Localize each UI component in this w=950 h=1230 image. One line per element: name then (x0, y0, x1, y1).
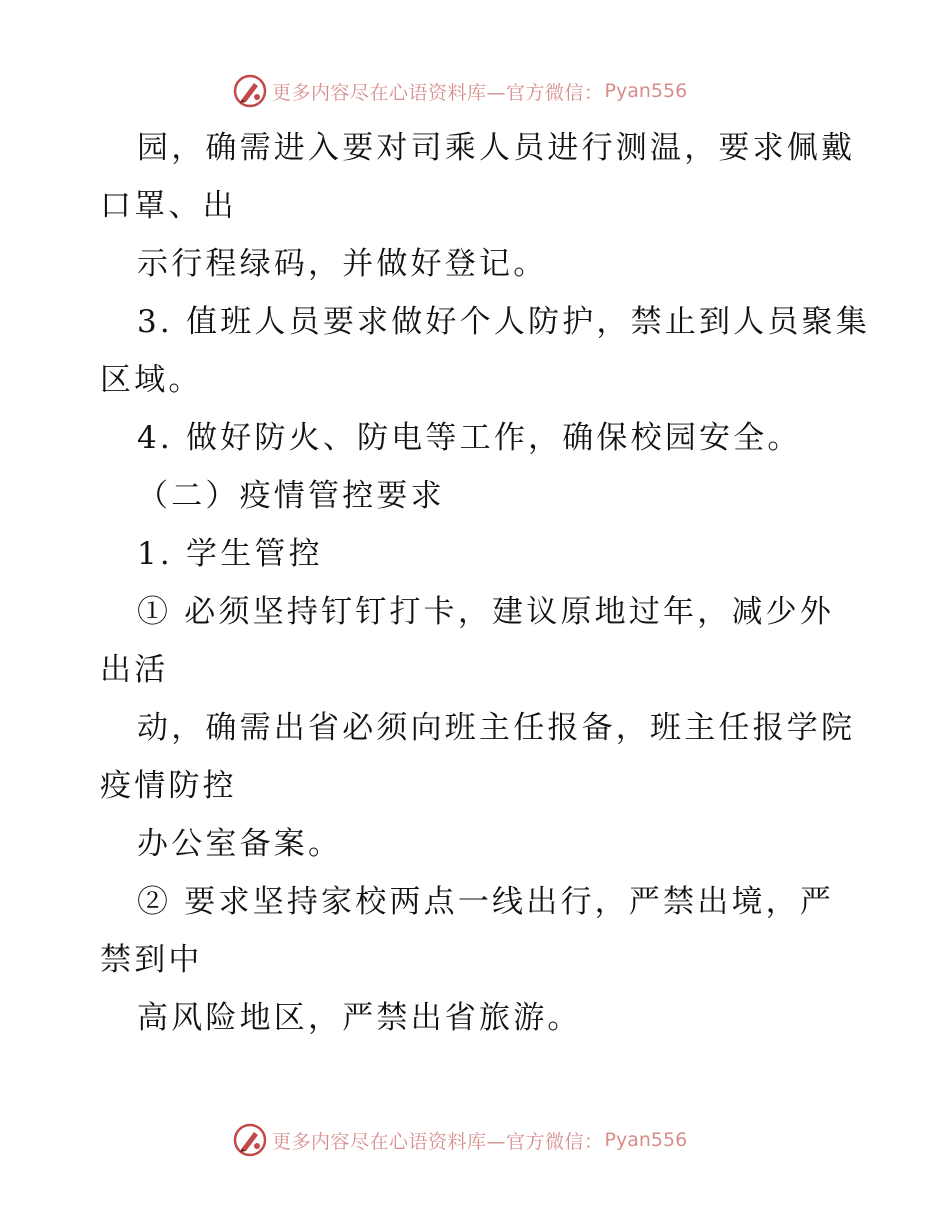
header-watermark (232, 71, 687, 111)
paragraph-line: 高风险地区，严禁出省旅游。 (137, 1000, 582, 1036)
subsection-heading: 1. 学生管控 (137, 536, 323, 572)
paragraph-line: 4. 做好防火、防电等工作，确保校园安全。 (137, 420, 802, 456)
paragraph-line: 园，确需进入要对司乘人员进行测温，要求佩戴 (137, 130, 856, 166)
paragraph-line: 出活 (100, 652, 169, 688)
pen-logo-icon (232, 1122, 268, 1158)
watermark-wechat-id: Pyan556 (604, 1129, 688, 1151)
footer-watermark (232, 1120, 687, 1160)
paragraph-line: ② 要求坚持家校两点一线出行，严禁出境，严 (137, 884, 835, 920)
watermark-wechat-id: Pyan556 (604, 80, 688, 102)
watermark-text: 更多内容尽在心语资料库—官方微信： (272, 1130, 604, 1153)
paragraph-line: 疫情防控 (100, 768, 237, 804)
section-heading: （二）疫情管控要求 (137, 478, 445, 514)
paragraph-line: ① 必须坚持钉钉打卡，建议原地过年，减少外 (137, 594, 835, 630)
paragraph-line: 动，确需出省必须向班主任报备，班主任报学院 (137, 710, 856, 746)
watermark-text: 更多内容尽在心语资料库—官方微信： (272, 81, 604, 104)
paragraph-line: 禁到中 (100, 942, 203, 978)
pen-logo-icon (232, 73, 268, 109)
paragraph-line: 办公室备案。 (137, 826, 343, 862)
paragraph-line: 口罩、出 (100, 188, 237, 224)
paragraph-line: 3. 值班人员要求做好个人防护，禁止到人员聚集 (137, 304, 871, 340)
paragraph-line: 区域。 (100, 362, 203, 398)
paragraph-line: 示行程绿码，并做好登记。 (137, 246, 548, 282)
